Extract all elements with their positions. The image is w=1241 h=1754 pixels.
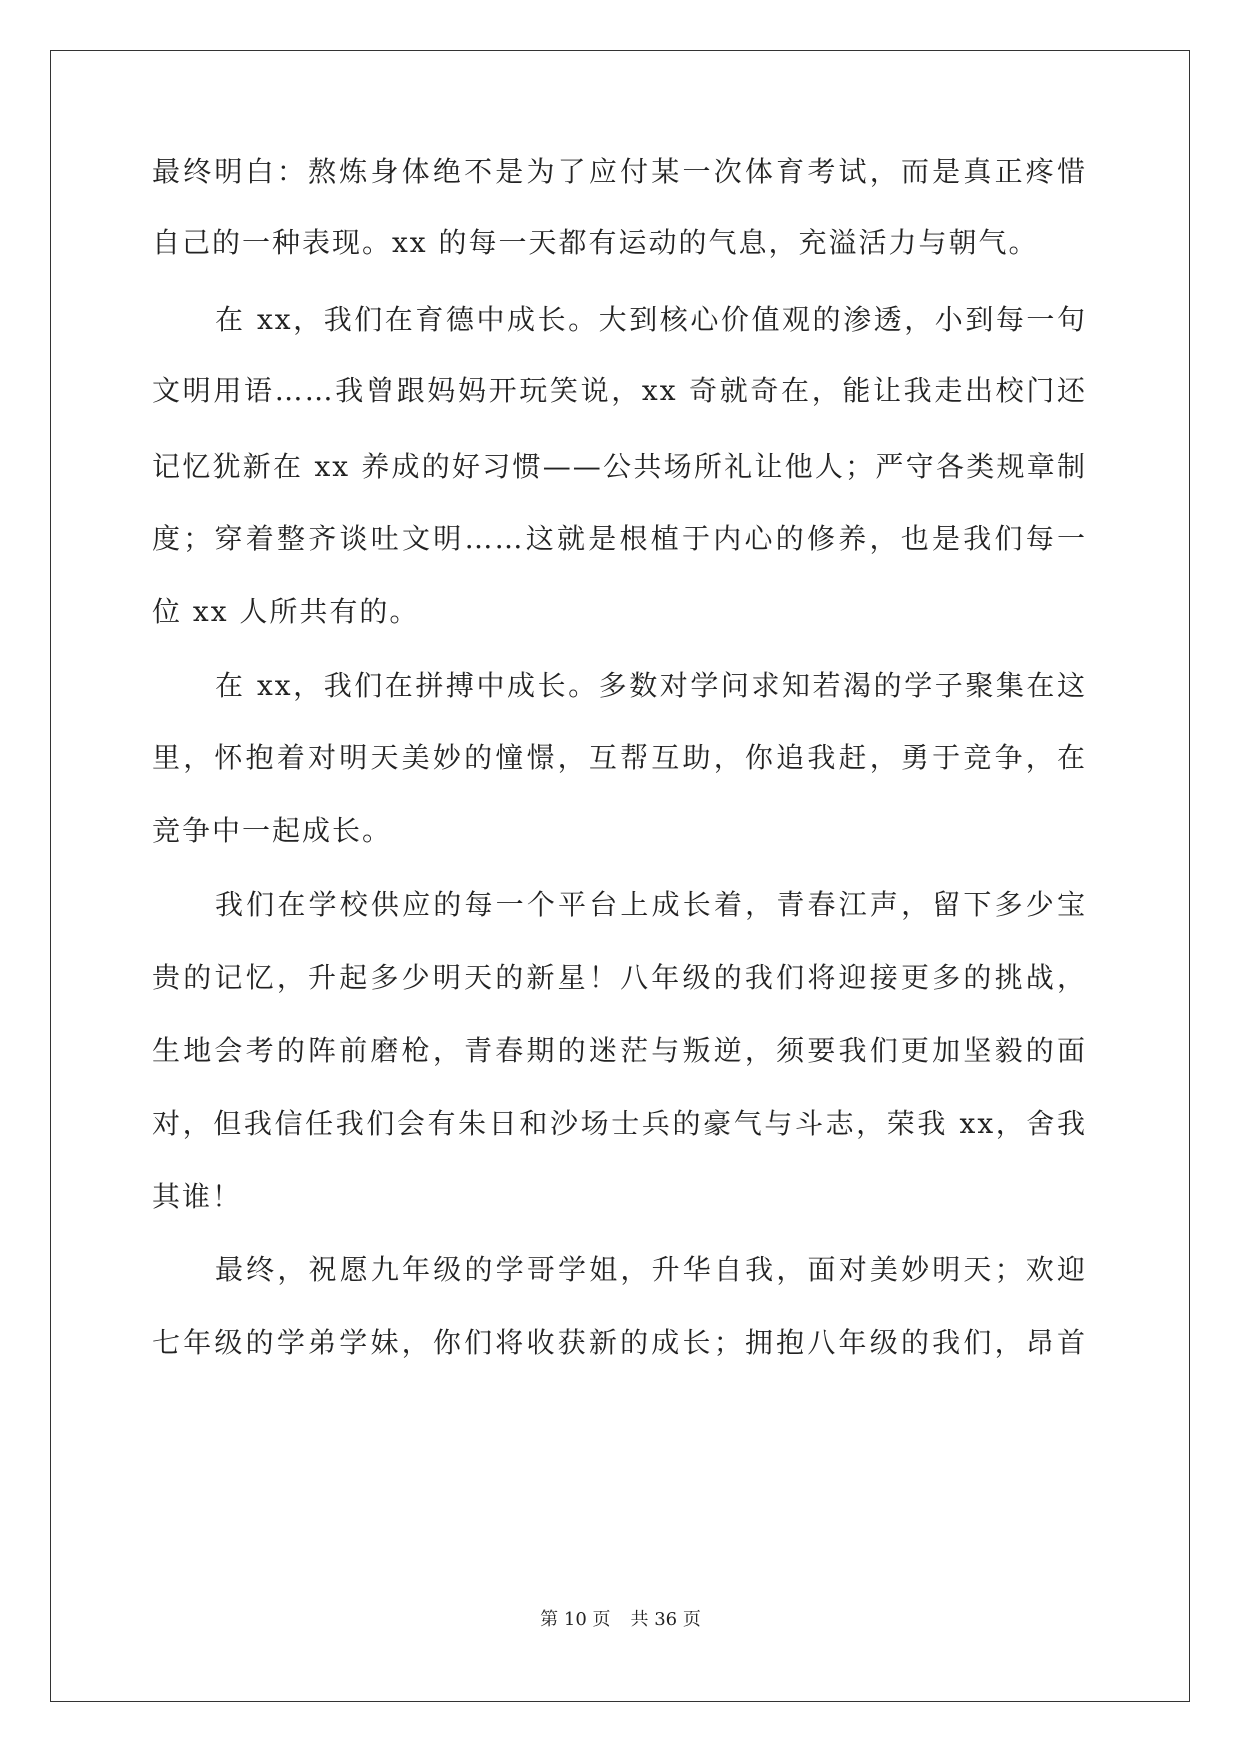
text-line: 文明用语……我曾跟妈妈开玩笑说，xx 奇就奇在，能让我走出校门还 bbox=[152, 374, 1087, 407]
text-line: 竞争中一起成长。 bbox=[152, 814, 393, 847]
text-line: 其谁！ bbox=[152, 1180, 243, 1213]
text-line: 贵的记忆，升起多少明天的新星！八年级的我们将迎接更多的挑战， bbox=[152, 961, 1087, 994]
text-line: 自己的一种表现。xx 的每一天都有运动的气息，充溢活力与朝气。 bbox=[152, 226, 1039, 259]
page-border bbox=[50, 50, 1190, 1702]
paragraph-first-line: 最终，祝愿九年级的学哥学姐，升华自我，面对美妙明天；欢迎 bbox=[215, 1253, 1087, 1286]
text-line: 最终明白：熬炼身体绝不是为了应付某一次体育考试，而是真正疼惜 bbox=[152, 155, 1087, 188]
text-line: 度；穿着整齐谈吐文明……这就是根植于内心的修养，也是我们每一 bbox=[152, 522, 1087, 555]
text-line: 七年级的学弟学妹，你们将收获新的成长；拥抱八年级的我们，昂首 bbox=[152, 1326, 1087, 1359]
text-line: 记忆犹新在 xx 养成的好习惯——公共场所礼让他人；严守各类规章制 bbox=[152, 450, 1087, 483]
paragraph-first-line: 在 xx，我们在育德中成长。大到核心价值观的渗透，小到每一句 bbox=[215, 303, 1087, 336]
text-line: 位 xx 人所共有的。 bbox=[152, 595, 420, 628]
text-line: 生地会考的阵前磨枪，青春期的迷茫与叛逆，须要我们更加坚毅的面 bbox=[152, 1034, 1087, 1067]
page-footer bbox=[0, 1608, 1241, 1632]
paragraph-first-line: 在 xx，我们在拼搏中成长。多数对学问求知若渴的学子聚集在这 bbox=[215, 669, 1087, 702]
page-total: 共 36 页 bbox=[630, 1609, 701, 1630]
paragraph-first-line: 我们在学校供应的每一个平台上成长着，青春江声，留下多少宝 bbox=[215, 888, 1087, 921]
page-number: 第 10 页 bbox=[540, 1609, 611, 1630]
text-line: 里，怀抱着对明天美妙的憧憬，互帮互助，你追我赶，勇于竞争，在 bbox=[152, 741, 1087, 774]
text-line: 对，但我信任我们会有朱日和沙场士兵的豪气与斗志，荣我 xx，舍我 bbox=[152, 1107, 1087, 1140]
